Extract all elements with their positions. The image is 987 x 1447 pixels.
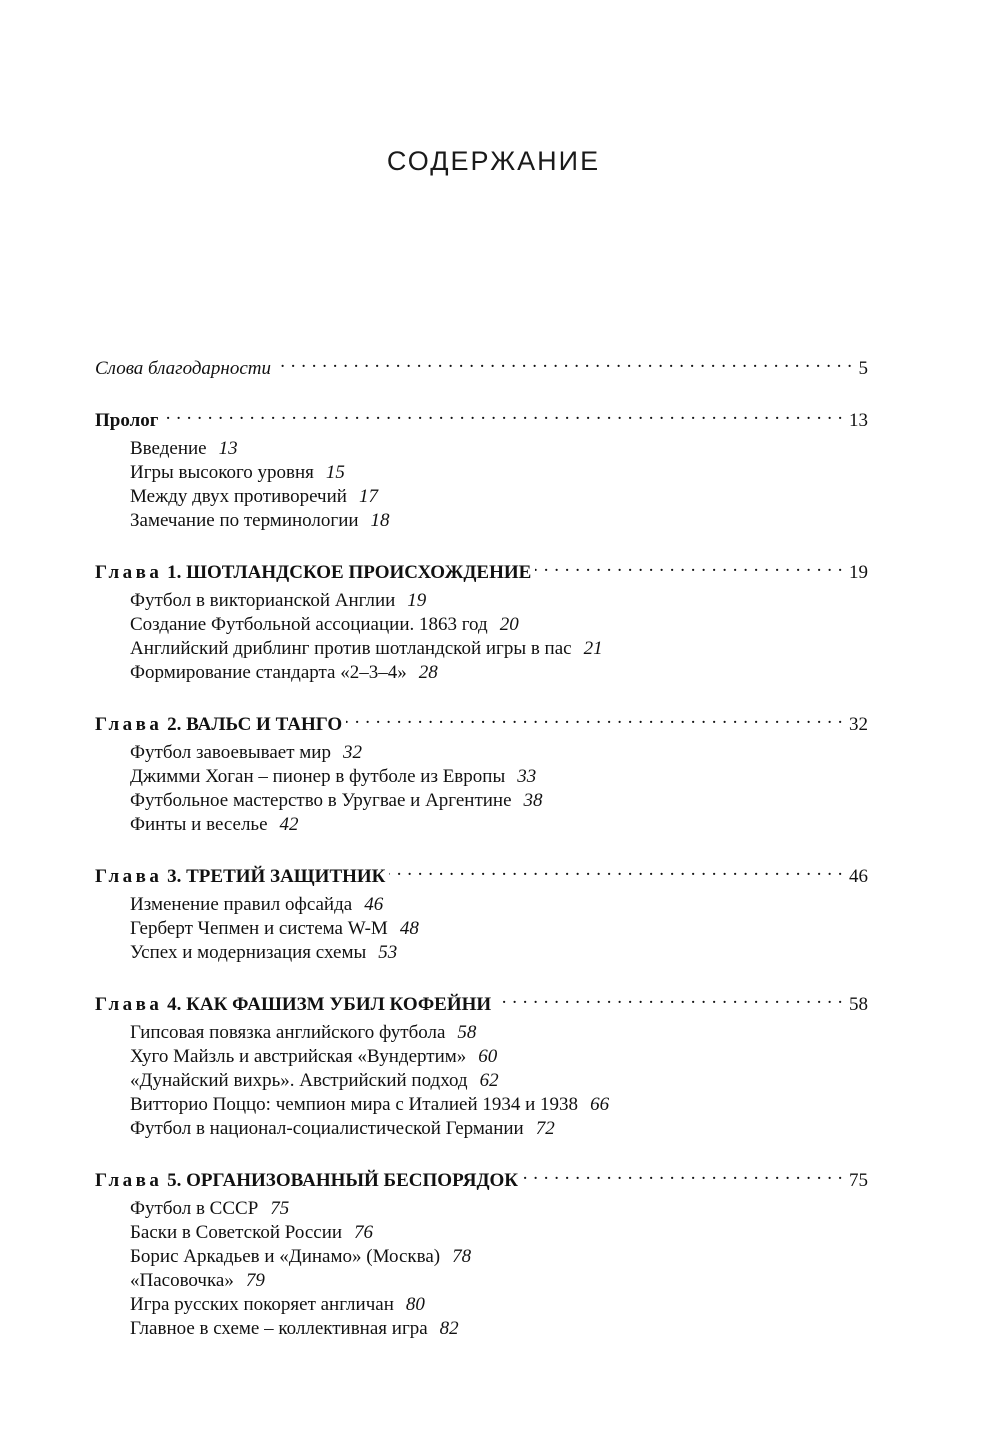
toc-subentry[interactable]: Борис Аркадьев и «Динамо» (Москва) 78 — [130, 1246, 472, 1267]
toc-subentry[interactable]: «Дунайский вихрь». Австрийский подход 62 — [130, 1070, 499, 1091]
toc-subentry[interactable]: Футбол в викторианской Англии 19 — [130, 590, 427, 611]
toc-entry[interactable] — [95, 986, 868, 1017]
dot-leader — [162, 402, 843, 426]
toc-entry[interactable] — [95, 402, 868, 433]
toc-subsection-list — [95, 1021, 868, 1141]
toc-subentry[interactable]: Герберт Чепмен и система W-M 48 — [130, 918, 419, 939]
toc-subsection-list — [95, 589, 868, 685]
toc-entry-page: 5 — [858, 358, 868, 379]
toc-subentry[interactable]: Гипсовая повязка английского футбола 58 — [130, 1022, 477, 1043]
page-title: СОДЕРЖАНИЕ — [386, 146, 601, 176]
toc-entry[interactable] — [95, 350, 868, 381]
toc-entry-title: Глава 5. ОРГАНИЗОВАННЫЙ БЕСПОРЯДОК — [95, 1170, 519, 1191]
toc-entry[interactable] — [95, 858, 868, 889]
toc-subentry[interactable]: Замечание по терминологии 18 — [130, 510, 390, 531]
toc-subentry[interactable]: Футбол завоевывает мир 32 — [130, 742, 362, 763]
toc-subentry[interactable]: Успех и модернизация схемы 53 — [130, 942, 398, 963]
toc-entry-page: 58 — [849, 994, 868, 1015]
toc-subsection-list — [95, 437, 868, 533]
dot-leader — [346, 706, 843, 730]
toc-section-acknowledgements — [95, 350, 868, 381]
toc-subentry[interactable]: Футбольное мастерство в Уругвае и Аргентине 38 — [130, 790, 543, 811]
dot-leader — [495, 986, 843, 1010]
toc-subentry[interactable]: Между двух противоречий 17 — [130, 486, 378, 507]
toc-subentry[interactable]: Английский дриблинг против шотландской игры в пас 21 — [130, 638, 603, 659]
toc-subentry[interactable]: Создание Футбольной ассоциации. 1863 год 20 — [130, 614, 519, 635]
toc-entry-title: Глава 1. ШОТЛАНДСКОЕ ПРОИСХОЖДЕНИЕ — [95, 562, 532, 583]
toc-entry[interactable] — [95, 706, 868, 737]
toc-subentry[interactable]: «Пасовочка» 79 — [130, 1270, 265, 1291]
toc-subsection-list — [95, 1197, 868, 1341]
toc-subentry[interactable]: Главное в схеме – коллективная игра 82 — [130, 1318, 459, 1339]
toc-entry-page: 13 — [849, 410, 868, 431]
table-of-contents — [95, 350, 868, 1362]
toc-subentry[interactable]: Изменение правил офсайда 46 — [130, 894, 384, 915]
toc-section-chapter-2 — [95, 706, 868, 837]
dot-leader — [522, 1162, 843, 1186]
toc-subentry[interactable]: Формирование стандарта «2–3–4» 28 — [130, 662, 438, 683]
toc-subentry[interactable]: Баски в Советской России 76 — [130, 1222, 374, 1243]
toc-subsection-list — [95, 741, 868, 837]
toc-entry-title: Глава 2. ВАЛЬС И ТАНГО — [95, 714, 343, 735]
toc-subentry[interactable]: Витторио Поццо: чемпион мира с Италией 1934 и 1938 66 — [130, 1094, 610, 1115]
toc-entry-title: Слова благодарности — [95, 358, 272, 379]
toc-subsection-list — [95, 893, 868, 965]
toc-subentry[interactable]: Футбол в национал-социалистической Германии 72 — [130, 1118, 555, 1139]
toc-entry[interactable] — [95, 554, 868, 585]
toc-entry-title: Глава 3. ТРЕТИЙ ЗАЩИТНИК — [95, 866, 386, 887]
toc-entry-page: 46 — [849, 866, 868, 887]
toc-entry-page: 75 — [849, 1170, 868, 1191]
toc-section-chapter-3 — [95, 858, 868, 965]
toc-section-chapter-4 — [95, 986, 868, 1141]
dot-leader — [389, 858, 843, 882]
toc-subentry[interactable]: Футбол в СССР 75 — [130, 1198, 290, 1219]
toc-entry-page: 19 — [849, 562, 868, 583]
toc-subentry[interactable]: Джимми Хоган – пионер в футболе из Европы 33 — [130, 766, 537, 787]
toc-subentry[interactable]: Введение 13 — [130, 438, 238, 459]
toc-section-chapter-1 — [95, 554, 868, 685]
toc-entry-page: 32 — [849, 714, 868, 735]
dot-leader — [535, 554, 843, 578]
toc-subentry[interactable]: Финты и веселье 42 — [130, 814, 299, 835]
toc-subentry[interactable]: Игры высокого уровня 15 — [130, 462, 345, 483]
toc-subentry[interactable]: Игра русских покоряет англичан 80 — [130, 1294, 425, 1315]
dot-leader — [275, 350, 852, 374]
toc-entry-title: Глава 4. КАК ФАШИЗМ УБИЛ КОФЕЙНИ — [95, 994, 492, 1015]
toc-section-prologue — [95, 402, 868, 533]
toc-entry[interactable] — [95, 1162, 868, 1193]
toc-section-chapter-5 — [95, 1162, 868, 1341]
toc-subentry[interactable]: Хуго Майзль и австрийская «Вундертим» 60 — [130, 1046, 498, 1067]
toc-entry-title: Пролог — [95, 410, 159, 431]
